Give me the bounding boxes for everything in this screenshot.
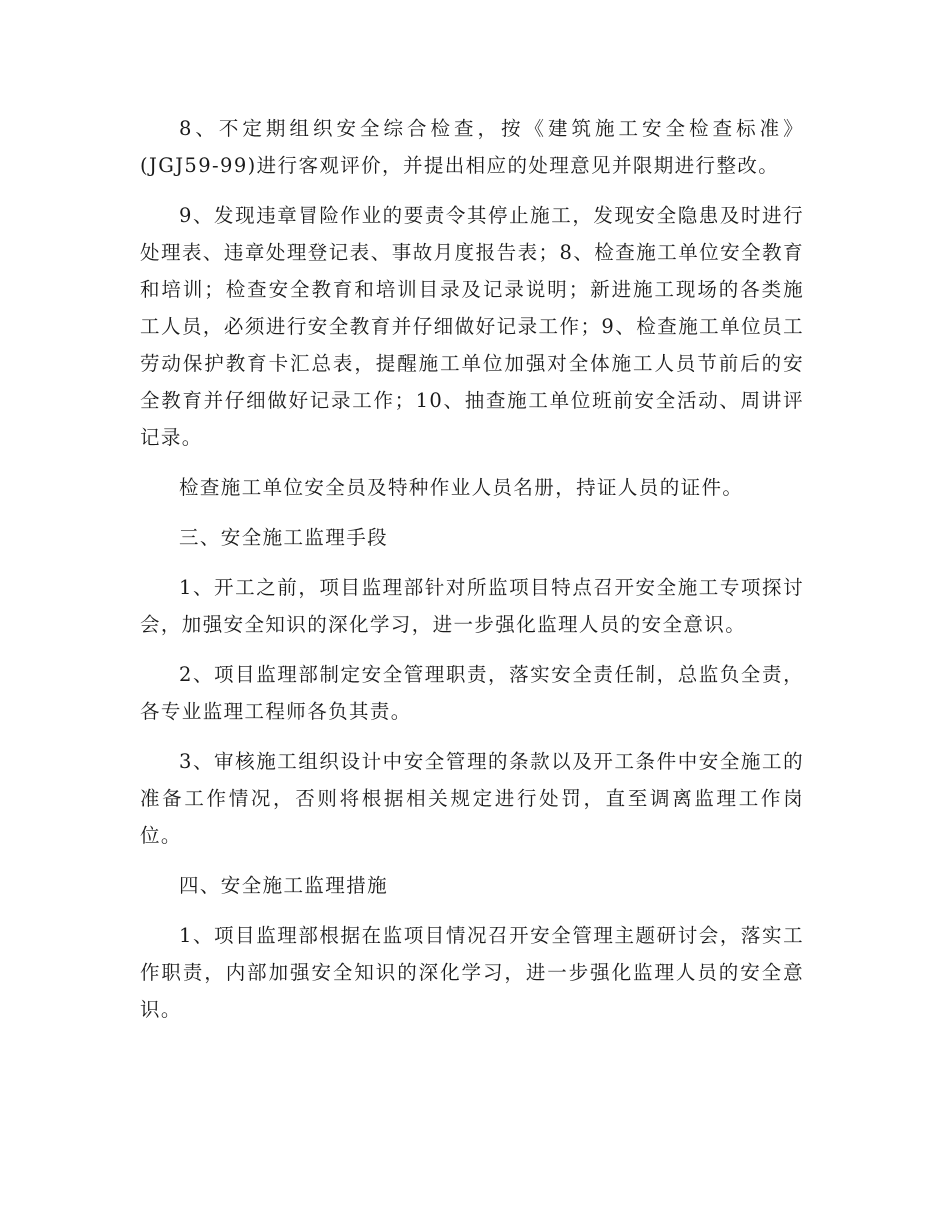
document-page [140, 110, 804, 1028]
paragraph-means-2: 2、项目监理部制定安全管理职责，落实安全责任制，总监负全责，各专业监理工程师各负其责。 [140, 663, 804, 723]
section-heading-supervision-measures: 四、安全施工监理措施 [179, 874, 389, 897]
paragraph-measures-1: 1、项目监理部根据在监项目情况召开安全管理主题研讨会，落实工作职责，内部加强安全知识的深化学习，进一步强化监理人员的安全意识。 [140, 924, 804, 1021]
paragraph-item-9-violations: 9、发现违章冒险作业的要责令其停止施工，发现安全隐患及时进行处理表、违章处理登记表、事故月度报告表；8、检查施工单位安全教育和培训；检查安全教育和培训目录及记录说明；新进施工现场的各类施工人员，必须进行安全教育并仔细做好记录工作；9、检查施工单位员工劳动保护教育卡汇总表，提醒施工单位加强对全体施工人员节前后的安全教育并仔细做好记录工作；10、抽查施工单位班前安全活动、周讲评记录。 [140, 204, 804, 449]
paragraph-means-1: 1、开工之前，项目监理部针对所监项目特点召开安全施工专项探讨会，加强安全知识的深化学习，进一步强化监理人员的安全意识。 [140, 576, 804, 636]
paragraph-check-personnel-register: 检查施工单位安全员及特种作业人员名册，持证人员的证件。 [179, 476, 744, 499]
section-heading-supervision-means: 三、安全施工监理手段 [179, 526, 389, 549]
paragraph-item-8-inspection: 8、不定期组织安全综合检查，按《建筑施工安全检查标准》(JGJ59-99)进行客观评价，并提出相应的处理意见并限期进行整改。 [140, 117, 804, 177]
paragraph-means-3: 3、审核施工组织设计中安全管理的条款以及开工条件中安全施工的准备工作情况，否则将根据相关规定进行处罚，直至调离监理工作岗位。 [140, 750, 804, 847]
